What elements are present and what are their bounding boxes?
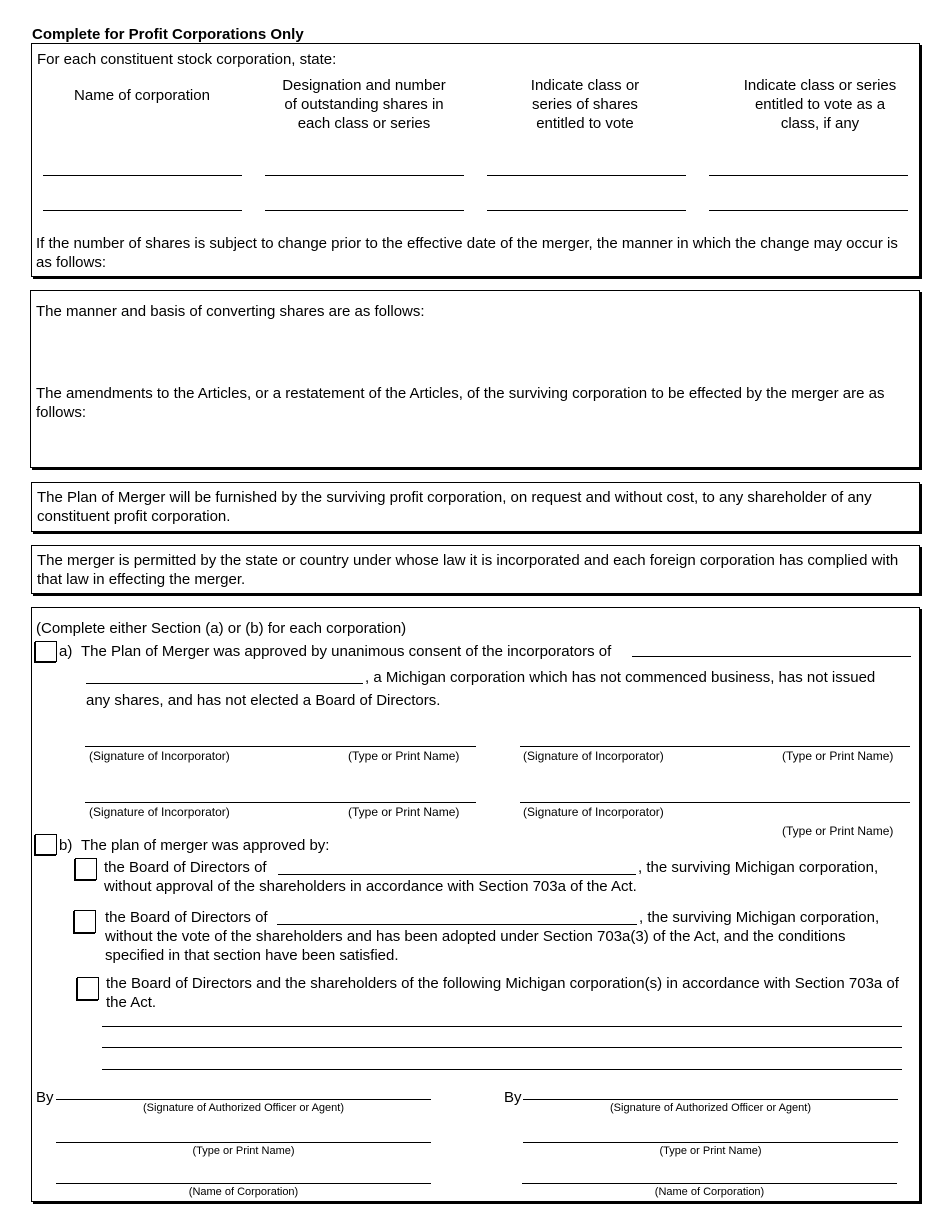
merger-permitted-text: The merger is permitted by the state or country under whose law it is incorporated and each foreign corporation has complied with that law in effecting the merger. xyxy=(37,552,899,588)
michigan-corporations-line-3[interactable] xyxy=(102,1051,902,1070)
section-a-marker: a) xyxy=(59,643,73,660)
amendments-label: The amendments to the Articles, or a restatement of the Articles, of the surviving corporation to be effected by the merger are as follows: xyxy=(36,385,885,421)
b2-lead: the Board of Directors of xyxy=(105,909,268,926)
column-header-class-vote: Indicate class or series of shares entitled to vote xyxy=(530,77,640,132)
section-b-text: The plan of merger was approved by: xyxy=(81,837,330,854)
class-as-class-field-1[interactable] xyxy=(709,157,908,176)
b2-cont2: specified in that section have been satisfied. xyxy=(105,947,399,964)
section-a-cont2: any shares, and has not elected a Board of Directors. xyxy=(86,692,441,709)
section-a-cont: , a Michigan corporation which has not commenced business, has not issued xyxy=(365,669,876,686)
incorporator-signature-4[interactable] xyxy=(520,784,910,803)
incorporator-signature-3[interactable] xyxy=(85,784,476,803)
sig-label: (Signature of Incorporator) xyxy=(523,805,664,819)
b2-corporation-field[interactable] xyxy=(277,906,637,925)
print-name-label: (Type or Print Name) xyxy=(192,1145,295,1157)
sig-label: (Signature of Incorporator) xyxy=(89,805,230,819)
converting-label: The manner and basis of converting shares are as follows: xyxy=(36,303,425,320)
b3-checkbox[interactable] xyxy=(77,977,99,1000)
incorporators-corp-field[interactable] xyxy=(632,638,911,657)
sig-label: (Signature of Incorporator) xyxy=(523,749,664,763)
print-label: (Type or Print Name) xyxy=(348,805,460,819)
incorporator-signature-2[interactable] xyxy=(520,728,910,747)
incorporator-signature-1[interactable] xyxy=(85,728,476,747)
b3-text: the Board of Directors and the shareholders of the following Michigan corporation(s) in accordance with Section 703a of the Act. xyxy=(106,975,899,1011)
print-label: (Type or Print Name) xyxy=(348,749,460,763)
b1-corporation-field[interactable] xyxy=(278,856,636,875)
column-header-designation: Designation and number of outstanding shares in each class or series xyxy=(282,77,446,132)
print-name-label: (Type or Print Name) xyxy=(659,1145,762,1157)
section-b-checkbox[interactable] xyxy=(35,834,57,855)
b2-checkbox[interactable] xyxy=(74,910,96,933)
column-header-class-vote-as-class: Indicate class or series entitled to vote as a class, if any xyxy=(743,77,897,132)
section-b-marker: b) xyxy=(59,837,73,854)
incorporators-corp-field-cont[interactable] xyxy=(86,665,363,684)
corp-name-field-2[interactable] xyxy=(43,192,242,211)
class-as-class-field-2[interactable] xyxy=(709,192,908,211)
designation-field-1[interactable] xyxy=(265,157,464,176)
corporation-name-right[interactable] xyxy=(522,1165,897,1184)
by-label-right: By xyxy=(504,1089,522,1106)
designation-field-2[interactable] xyxy=(265,192,464,211)
officer-print-name-right[interactable] xyxy=(523,1124,898,1143)
corp-name-field-1[interactable] xyxy=(43,157,242,176)
b1-cont: without approval of the shareholders in accordance with Section 703a of the Act. xyxy=(104,878,637,895)
b1-checkbox[interactable] xyxy=(75,858,97,880)
corporation-name-left[interactable] xyxy=(56,1165,431,1184)
approval-instruction: (Complete either Section (a) or (b) for each corporation) xyxy=(36,620,407,637)
michigan-corporations-line-2[interactable] xyxy=(102,1029,902,1048)
b1-tail: , the surviving Michigan corporation, xyxy=(638,859,879,876)
b1-lead: the Board of Directors of xyxy=(104,859,267,876)
column-header-name: Name of corporation xyxy=(74,87,210,104)
officer-sig-label: (Signature of Authorized Officer or Agent) xyxy=(610,1102,811,1114)
b2-tail: , the surviving Michigan corporation, xyxy=(639,909,880,926)
page-title: Complete for Profit Corporations Only xyxy=(32,26,304,43)
corp-name-label: (Name of Corporation) xyxy=(654,1186,765,1198)
plan-furnished-text: The Plan of Merger will be furnished by the surviving profit corporation, on request and without cost, to any shareholder of any constituent profit corporation. xyxy=(37,489,872,525)
section-a-text: The Plan of Merger was approved by unanimous consent of the incorporators of xyxy=(81,643,612,660)
shares-intro: For each constituent stock corporation, state: xyxy=(37,51,337,68)
by-label-left: By xyxy=(36,1089,54,1106)
b2-cont1: without the vote of the shareholders and has been adopted under Section 703a(3) of the Act, and the conditions xyxy=(105,928,846,945)
section-a-checkbox[interactable] xyxy=(35,641,57,662)
officer-print-name-left[interactable] xyxy=(56,1124,431,1143)
officer-sig-label: (Signature of Authorized Officer or Agent) xyxy=(143,1102,344,1114)
officer-signature-left[interactable] xyxy=(56,1081,431,1100)
officer-signature-right[interactable] xyxy=(523,1081,898,1100)
class-vote-field-2[interactable] xyxy=(487,192,686,211)
print-label: (Type or Print Name) xyxy=(782,824,894,838)
sig-label: (Signature of Incorporator) xyxy=(89,749,230,763)
print-label: (Type or Print Name) xyxy=(782,749,894,763)
corp-name-label: (Name of Corporation) xyxy=(188,1186,299,1198)
class-vote-field-1[interactable] xyxy=(487,157,686,176)
michigan-corporations-line-1[interactable] xyxy=(102,1008,902,1027)
share-change-note: If the number of shares is subject to change prior to the effective date of the merger, the manner in which the change may occur is as follows: xyxy=(36,235,898,271)
